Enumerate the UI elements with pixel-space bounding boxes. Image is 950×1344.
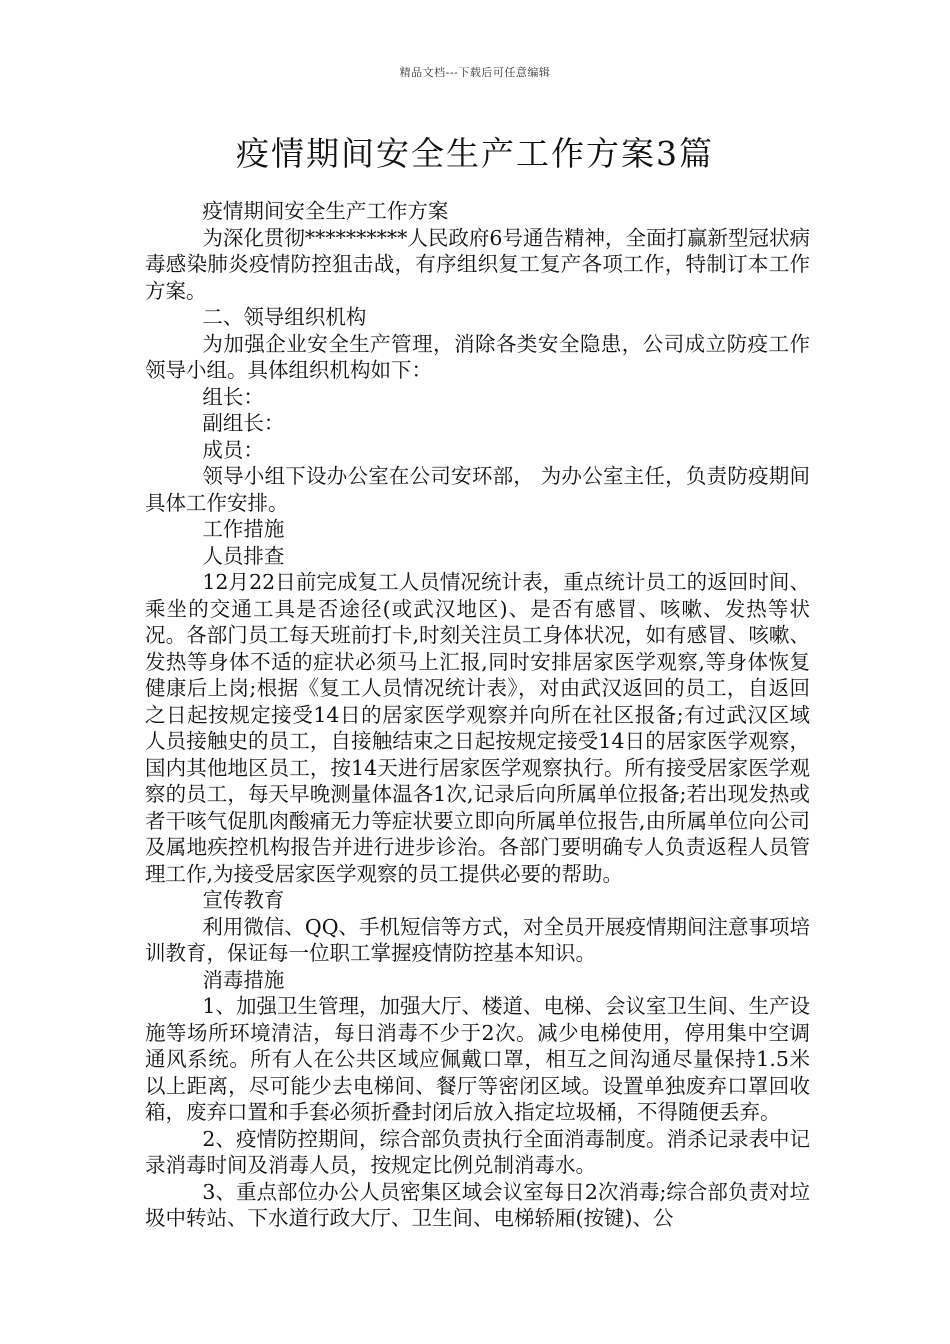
paragraph: 领导小组下设办公室在公司安环部， 为办公室主任，负责防疫期间具体工作安排。 [145,464,810,515]
paragraph: 为加强企业安全生产管理，消除各类安全隐患，公司成立防疫工作领导小组。具体组织机构如下： [145,331,810,382]
paragraph: 3、重点部位办公人员密集区域会议室每日2次消毒;综合部负责对垃圾中转站、下水道行政大厅、卫生间、电梯轿厢(按键)、公 [145,1179,810,1230]
section-heading: 人员排查 [202,543,285,568]
document-title: 疫情期间安全生产工作方案3篇 [236,134,714,173]
paragraph: 利用微信、QQ、手机短信等方式，对全员开展疫情期间注意事项培训教育，保证每一位职工掌握疫情防控基本知识。 [145,914,811,965]
section-heading: 二、领导组织机构 [202,305,367,329]
section-heading: 宣传教育 [202,888,285,912]
document-body [145,198,810,1232]
paragraph: 组长： [202,384,264,409]
section-heading: 工作措施 [202,517,285,541]
paragraph: 成员： [202,437,264,462]
paragraph: 为深化贯彻**********人民政府6号通告精神，全面打赢新型冠状病毒感染肺炎疫情防控狙击战，有序组织复工复产各项工作，特制订本工作方案。 [145,225,810,303]
paragraph: 2、疫情防控期间，综合部负责执行全面消毒制度。消杀记录表中记录消毒时间及消毒人员，按规定比例兑制消毒水。 [145,1126,810,1177]
document-header-note: 精品文档---下载后可任意编辑 [399,66,551,79]
section-heading: 消毒措施 [202,967,285,992]
paragraph: 副组长： [202,411,285,435]
section-heading: 疫情期间安全生产工作方案 [202,199,449,223]
paragraph: 12月22日前完成复工人员情况统计表，重点统计员工的返回时间、乘坐的交通工具是否途径(或武汉地区)、是否有感冒、咳嗽、发热等状况。各部门员工每天班前打卡,时刻关注员工身体状况，如有感冒、咳嗽、发热等身体不适的症状必须马上汇报,同时安排居家医学观察,等身体恢复健康后上岗;根据《复工人员情况统计表》，对由武汉返回的员工，自返回之日起按规定接受14日的居家医学观察并向所在社区报备;有过武汉区域人员接触史的员工，自接触结束之日起按规定接受14日的居家医学观察，国内其他地区员工，按14天进行居家医学观察执行。所有接受居家医学观察的员工，每天早晚测量体温各1次,记录后向所属单位报备;若出现发热或者干咳气促肌肉酸痛无力等症状要立即向所属单位报告,由所属单位向公司及属地疾控机构报告并进行进步诊治。各部门要明确专人负责返程人员管理工作,为接受居家医学观察的员工提供必要的帮助。 [145,570,810,886]
paragraph: 1、加强卫生管理，加强大厅、楼道、电梯、会议室卫生间、生产设施等场所环境清洁，每日消毒不少于2次。减少电梯使用，停用集中空调通风系统。所有人在公共区域应佩戴口罩，相互之间沟通尽量保持1.5米以上距离，尽可能少去电梯间、餐厅等密闭区域。设置单独废弃口罩回收箱，废弃口置和手套必须折叠封闭后放入指定垃圾桶，不得随便丢弃。 [145,994,810,1124]
